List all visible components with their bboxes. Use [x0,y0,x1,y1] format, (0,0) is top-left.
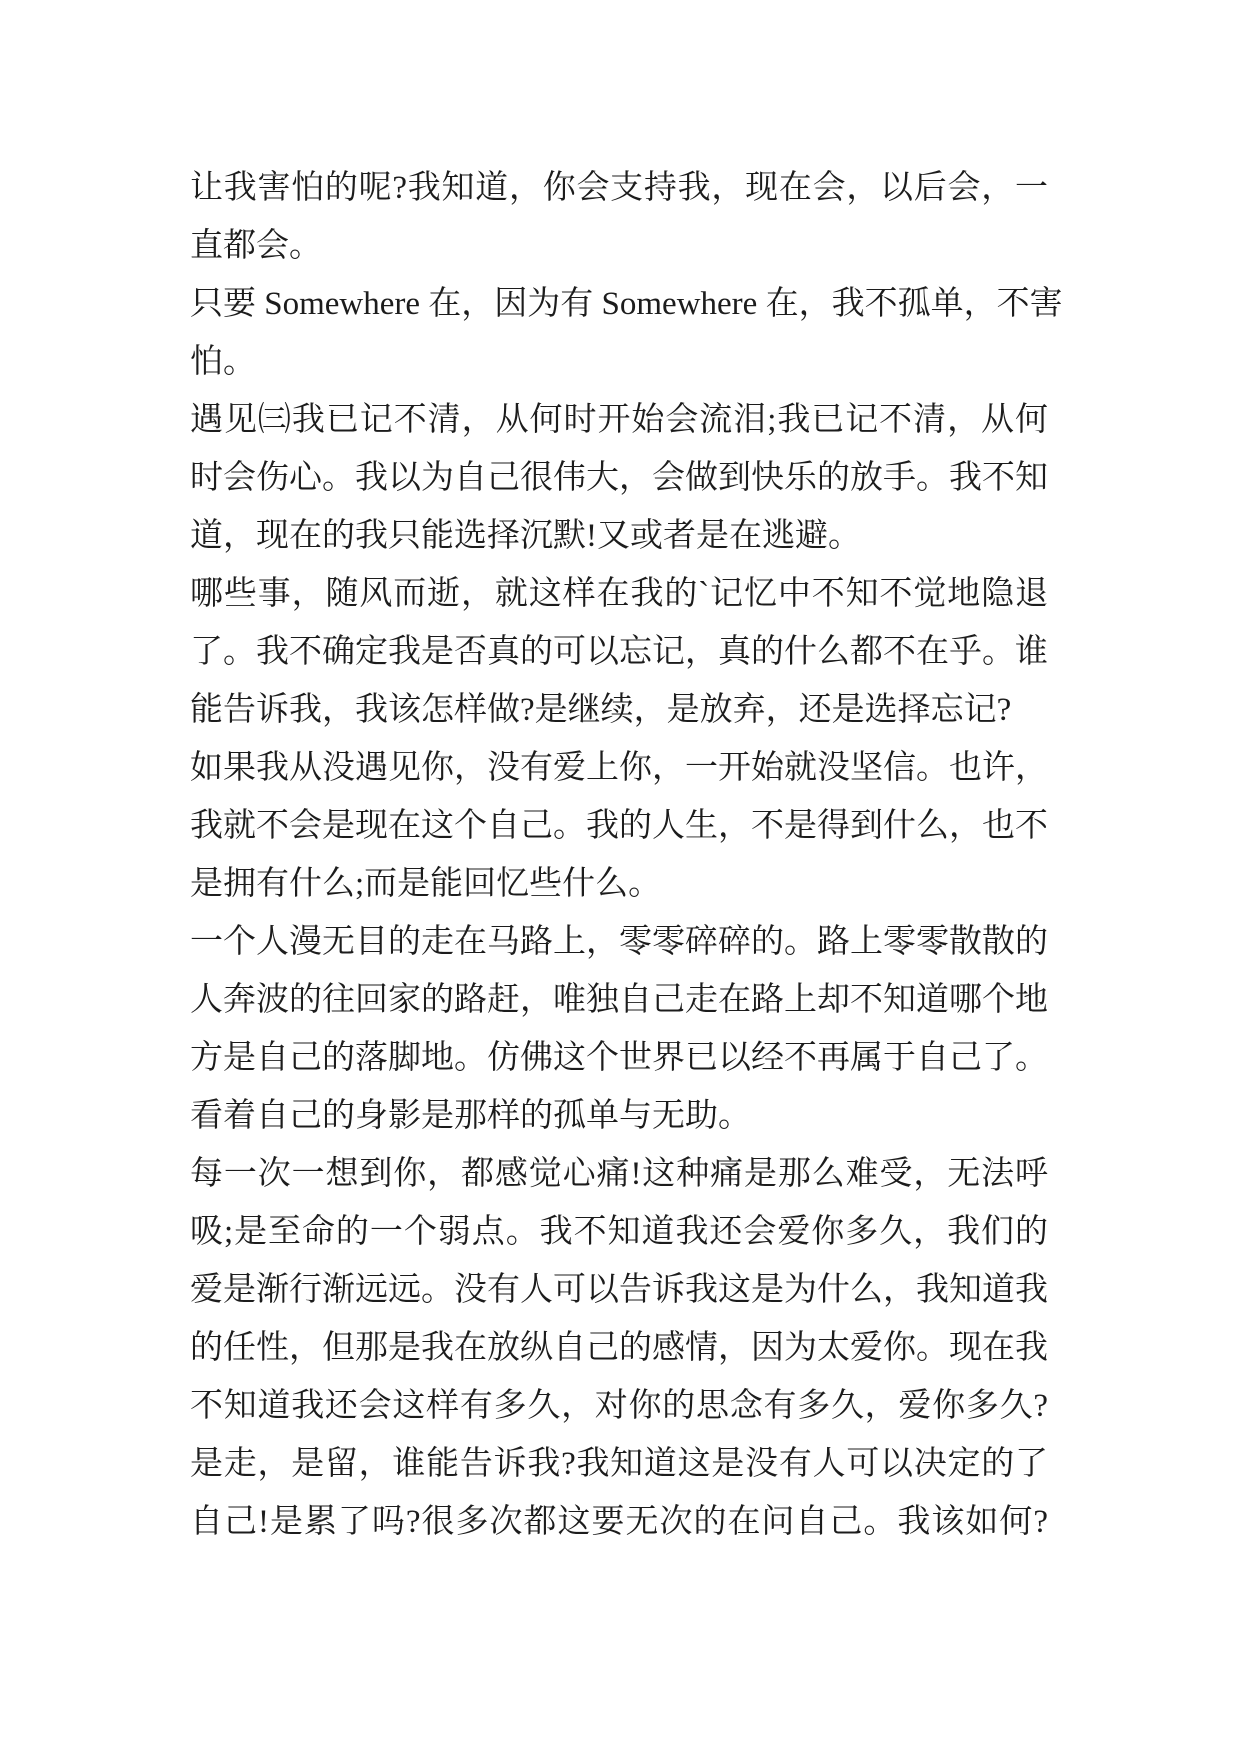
text-line: 是走，是留，谁能告诉我?我知道这是没有人可以决定的了 [190,1446,1048,1482]
text-line: 方是自己的落脚地。仿佛这个世界已以经不再属于自己了。 [190,1040,1048,1076]
text-line: 道，现在的我只能选择沉默!又或者是在逃避。 [190,518,861,554]
text-line: 不知道我还会这样有多久，对你的思念有多久，爱你多久? [190,1388,1048,1424]
text-line: 时会伤心。我以为自己很伟大，会做到快乐的放手。我不知 [190,460,1048,496]
text-line: 怕。 [190,344,256,380]
paragraph [190,275,1063,391]
text-line: 哪些事，随风而逝，就这样在我的`记忆中不知不觉地隐退 [190,576,1048,612]
text-line: 爱是渐行渐远远。没有人可以告诉我这是为什么，我知道我 [190,1272,1048,1308]
text-line: 一个人漫无目的走在马路上，零零碎碎的。路上零零散散的 [190,924,1048,960]
paragraph [190,565,1050,739]
paragraph [190,913,1050,1145]
text-line: 我就不会是现在这个自己。我的人生，不是得到什么，也不 [190,808,1048,844]
text-line: 的任性，但那是我在放纵自己的感情，因为太爱你。现在我 [190,1330,1048,1366]
text-line: 了。我不确定我是否真的可以忘记，真的什么都不在乎。谁 [190,634,1048,670]
text-line: 看着自己的身影是那样的孤单与无助。 [190,1098,751,1134]
text-line: 让我害怕的呢?我知道，你会支持我，现在会，以后会，一 [190,170,1048,206]
text-line: 每一次一想到你，都感觉心痛!这种痛是那么难受，无法呼 [190,1156,1048,1192]
paragraph [190,391,1050,565]
text-line: 吸;是至命的一个弱点。我不知道我还会爱你多久，我们的 [190,1214,1048,1250]
paragraph [190,1145,1050,1551]
text-line: 只要 Somewhere 在，因为有 Somewhere 在，我不孤单，不害 [190,286,1063,322]
paragraph [190,739,1050,913]
text-line: 直都会。 [190,228,322,264]
text-line: 遇见㈢我已记不清，从何时开始会流泪;我已记不清，从何 [190,402,1048,438]
paragraph [190,159,1050,275]
text-line: 如果我从没遇见你，没有爱上你，一开始就没坚信。也许， [190,750,1048,786]
text-line: 是拥有什么;而是能回忆些什么。 [190,866,662,902]
text-line: 人奔波的往回家的路赶，唯独自己走在路上却不知道哪个地 [190,982,1048,1018]
text-line: 自己!是累了吗?很多次都这要无次的在问自己。我该如何? [190,1504,1048,1540]
document-body [190,159,1063,1551]
text-line: 能告诉我，我该怎样做?是继续，是放弃，还是选择忘记? [190,692,1012,728]
